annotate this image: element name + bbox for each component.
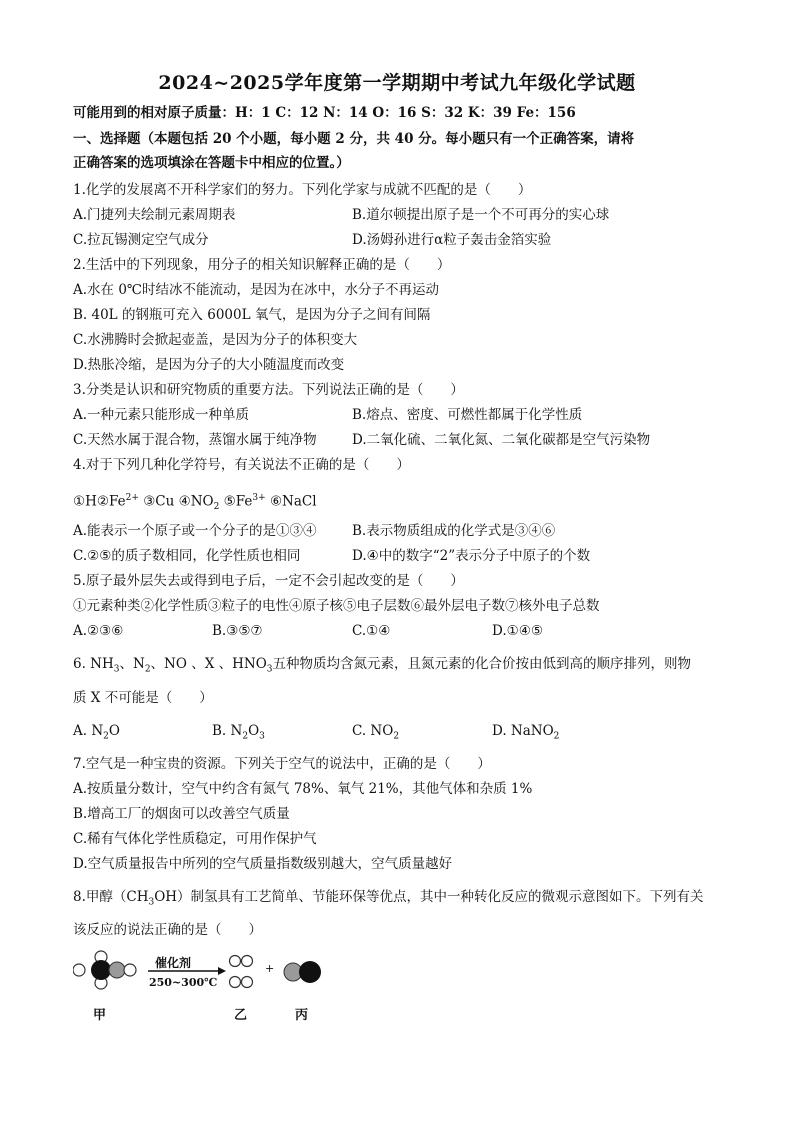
section-heading-line1: 一、选择题（本题包括 20 个小题，每小题 2 分，共 40 分。每小题只有一个正确答案，请将	[73, 131, 635, 147]
q6-option-c-text: C. NO	[352, 723, 394, 739]
h2-a2	[242, 956, 253, 967]
q6-option-b-text: B. N	[212, 723, 243, 739]
q6-option-b-sub1: 2	[242, 731, 249, 742]
label-yi: 乙	[234, 1008, 248, 1023]
q7-option-a: A.按质量分数计，空气中约含有氮气 78%、氧气 21%，其他气体和杂质 1%	[73, 781, 533, 797]
q7-option-d: D.空气质量报告中所列的空气质量指数级别越大，空气质量越好	[73, 856, 453, 872]
h-atom-right	[124, 964, 136, 976]
q5-option-c: C.①④	[352, 623, 391, 639]
q1-stem: 1.化学的发展离不开科学家们的努力。下列化学家与成就不匹配的是（ ）	[73, 182, 532, 198]
q6-option-d	[492, 722, 559, 746]
q1-option-d: D.汤姆孙进行α粒子轰击金箔实验	[352, 232, 552, 248]
q5-option-b: B.③⑤⑦	[212, 623, 263, 639]
reaction-arrow-head	[218, 967, 226, 975]
q7-option-c: C.稀有气体化学性质稳定，可用作保护气	[73, 831, 317, 847]
label-bing: 丙	[295, 1008, 309, 1023]
h2-b2	[242, 977, 253, 988]
page-title: 2024~2025学年度第一学期期中考试九年级化学试题	[158, 72, 636, 94]
q4-symbols	[73, 489, 317, 516]
q6-option-b	[212, 722, 265, 746]
q3-option-c: C.天然水属于混合物，蒸馏水属于纯净物	[73, 432, 317, 448]
q2-option-d: D.热胀冷缩，是因为分子的大小随温度而改变	[73, 357, 345, 373]
q6-option-c-sub: 2	[393, 731, 400, 742]
q5-stem: 5.原子最外层失去或得到电子后，一定不会引起改变的是（ ）	[73, 573, 464, 589]
q5-option-a: A.②③⑥	[73, 623, 124, 639]
reaction-diagram	[73, 950, 343, 1025]
q8-ch3-sub: 3	[148, 897, 155, 908]
q6-option-a-sub: 2	[103, 731, 109, 742]
q6-option-d-text: D. NaNO	[492, 723, 554, 739]
q2-option-a: A.水在 0℃时结冰不能流动，是因为在冰中，水分子不再运动	[73, 282, 440, 298]
q6-option-d-sub: 2	[553, 731, 560, 742]
atomic-mass-line: 可能用到的相对原子质量：H：1 C：12 N：14 O：16 S：32 K：39 Fe：156	[73, 105, 576, 121]
q4-symbol-4: ⑥NaCl	[269, 493, 317, 510]
oxygen-atom	[109, 962, 125, 978]
q6-option-c	[352, 722, 399, 746]
q3-option-b: B.熔点、密度、可燃性都属于化学性质	[352, 407, 583, 423]
h2-b1	[230, 977, 241, 988]
q4-option-b: B.表示物质组成的化学式是③④⑥	[352, 523, 556, 539]
q4-stem: 4.对于下列几种化学符号，有关说法不正确的是（ ）	[73, 457, 410, 473]
q8-stem-tail: OH）制氢具有工艺简单、节能环保等优点，其中一种转化反应的微观示意图如下。下列有关	[154, 889, 704, 905]
q6-option-b-sub2: 3	[259, 731, 265, 742]
q5-items: ①元素种类②化学性质③粒子的电性④原子核⑤电子层数⑥最外层电子数⑦核外电子总数	[73, 598, 600, 614]
q5-option-d: D.①④⑤	[492, 623, 543, 639]
methanol-molecule	[73, 951, 136, 989]
q6-nh3-sub: 3	[113, 664, 120, 675]
q8-stem-head: 8.甲醇（CH	[73, 889, 149, 905]
q1-option-b: B.道尔顿提出原子是一个不可再分的实心球	[352, 207, 610, 223]
q6-stem-line2: 质 X 不可能是（ ）	[73, 690, 213, 706]
q1-option-a: A.门捷列夫绘制元素周期表	[73, 207, 236, 223]
co-carbon-atom	[299, 961, 321, 983]
q6-n2: 、N	[119, 656, 145, 672]
q4-symbol-1-charge: 2+	[125, 493, 139, 503]
q4-symbol-2-sub: 2	[213, 502, 220, 513]
hydrogen-molecules	[230, 956, 253, 988]
h2-a1	[230, 956, 241, 967]
temperature-label: 250~300℃	[149, 976, 218, 989]
q3-option-d: D.二氧化硫、二氧化氮、二氧化碳都是空气污染物	[352, 432, 651, 448]
section-heading-line2: 正确答案的选项填涂在答题卡中相应的位置。）	[73, 155, 350, 171]
q8-stem-line1	[73, 888, 704, 912]
q6-hno3-sub: 3	[266, 664, 273, 675]
q6-option-b-mid: O	[248, 723, 260, 739]
q8-stem-line2: 该反应的说法正确的是（ ）	[73, 922, 262, 938]
q6-n2-sub: 2	[144, 664, 151, 675]
q4-option-d: D.④中的数字“2”表示分子中原子的个数	[352, 548, 591, 564]
q2-stem: 2.生活中的下列现象，用分子的相关知识解释正确的是（ ）	[73, 257, 451, 273]
q6-stem-tail: 五种物质均含氮元素，且氮元素的化合价按由低到高的顺序排列，则物	[272, 656, 692, 672]
q6-option-a-text: A. N	[73, 723, 104, 739]
q4-option-c: C.②⑤的质子数相同，化学性质也相同	[73, 548, 301, 564]
q6-nh3: 6. NH	[73, 656, 114, 672]
q6-hno3: 、NO 、X 、HNO	[150, 656, 267, 672]
q3-option-a: A.一种元素只能形成一种单质	[73, 407, 250, 423]
carbon-atom	[91, 960, 111, 980]
q4-symbol-1: ①H②Fe	[73, 493, 126, 510]
q2-option-c: C.水沸腾时会掀起壶盖，是因为分子的体积变大	[73, 332, 358, 348]
q7-stem: 7.空气是一种宝贵的资源。下列关于空气的说法中，正确的是（ ）	[73, 756, 491, 772]
q4-symbol-2: ③Cu ④NO	[143, 493, 214, 510]
co-molecule	[284, 961, 321, 983]
plus-sign: +	[265, 962, 275, 975]
q6-option-a-tail: O	[108, 723, 120, 739]
q1-option-c: C.拉瓦锡测定空气成分	[73, 232, 209, 248]
q7-option-b: B.增高工厂的烟囱可以改善空气质量	[73, 806, 290, 822]
catalyst-label: 催化剂	[155, 956, 192, 970]
label-jia: 甲	[93, 1008, 107, 1023]
q4-symbol-3-charge: 3+	[252, 493, 266, 503]
q3-stem: 3.分类是认识和研究物质的重要方法。下列说法正确的是（ ）	[73, 382, 464, 398]
q2-option-b: B. 40L 的钢瓶可充入 6000L 氧气，是因为分子之间有间隔	[73, 307, 431, 323]
q4-option-a: A.能表示一个原子或一个分子的是①③④	[73, 523, 317, 539]
q4-symbol-3: ⑤Fe	[223, 493, 253, 510]
q6-option-a	[73, 722, 120, 746]
h-atom-left	[73, 964, 85, 976]
q6-stem-line1	[73, 655, 691, 679]
